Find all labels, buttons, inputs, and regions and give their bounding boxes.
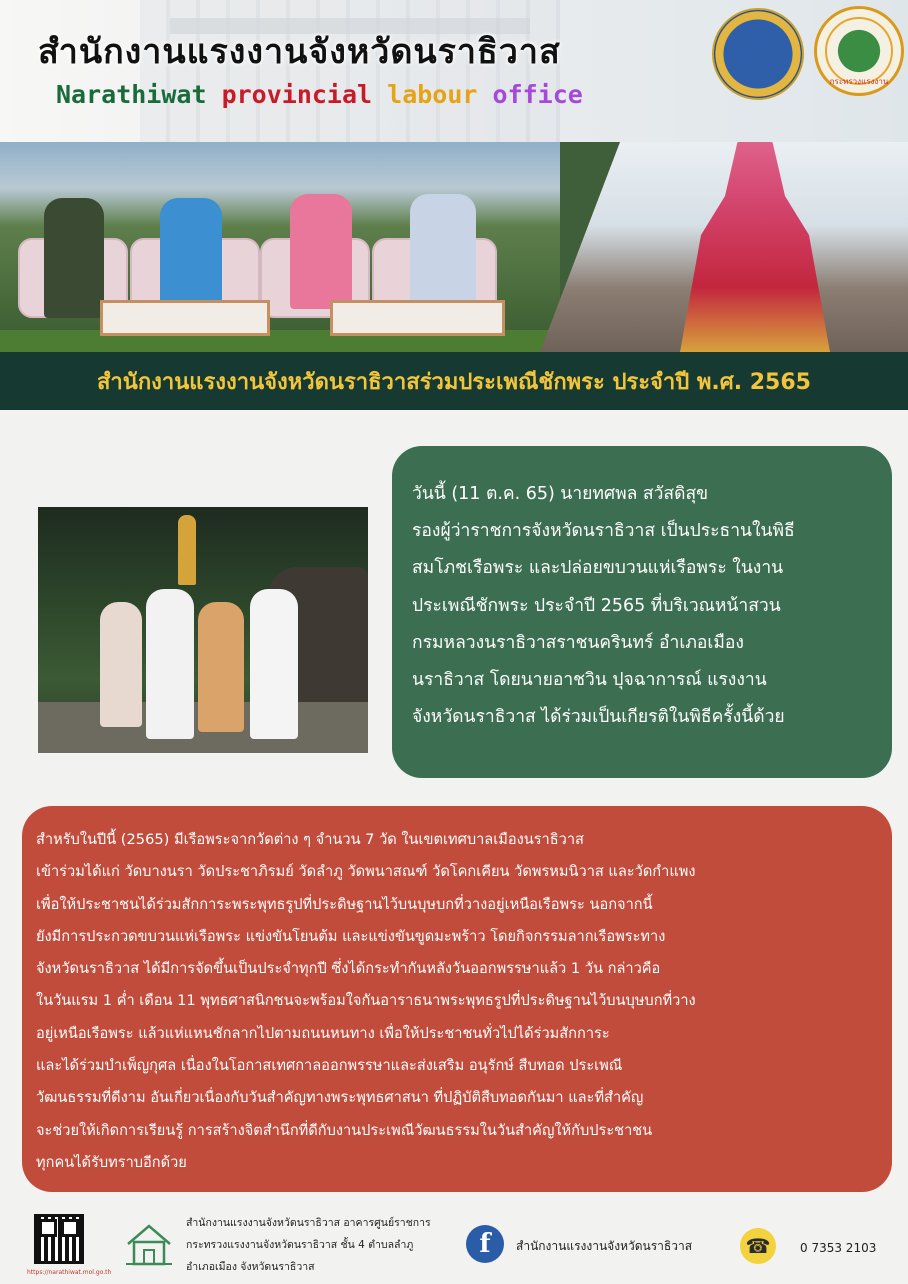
- attendee-figure: [250, 589, 298, 739]
- headline-banner: [0, 352, 908, 410]
- official-figure: [160, 198, 222, 308]
- header: [0, 0, 908, 142]
- intro-panel: [392, 446, 892, 778]
- golden-statue: [178, 515, 196, 585]
- office-title-english: [56, 80, 583, 109]
- office-house-icon: [124, 1222, 174, 1266]
- office-address: สำนักงานแรงงานจังหวัดนราธิวาส อาคารศูนย์ราชการ กระทรวงแรงงานจังหวัดนราธิวาส ชั้น 4 ตำบลลำภู อำเภอเมือง จังหวัดนราธิวาส: [186, 1217, 431, 1273]
- qr-code[interactable]: [34, 1214, 84, 1264]
- official-figure: [290, 194, 352, 309]
- title-word-provincial: provincial: [221, 80, 373, 109]
- group-photo: [38, 507, 368, 753]
- headline-text: สำนักงานแรงงานจังหวัดนราธิวาสร่วมประเพณีชักพระ ประจำปี พ.ศ. 2565: [97, 369, 811, 395]
- phone-number[interactable]: 0 7353 2103: [800, 1241, 877, 1255]
- attendee-figure: [100, 602, 142, 727]
- ceremony-table: [330, 300, 505, 336]
- province-seal-logo: [712, 8, 804, 100]
- detail-panel: [22, 806, 892, 1192]
- event-photo-strip: [0, 142, 908, 352]
- detail-paragraph: สำหรับในปีนี้ (2565) มีเรือพระจากวัดต่าง ๆ จำนวน 7 วัด ในเขตเทศบาลเมืองนราธิวาส เข้าร่วมได้แก่ วัดบางนรา วัดประชาภิรมย์ วัดลำภู วัดพนาสณฑ์ วัดโคกเคียน วัดพรหมนิวาส และวัดกำแพง เพื่อให้ประชาชนได้ร่วมสักการะพระพุทธรูปที่ประดิษฐานไว้บนบุษบกที่วางอยู่เหนือเรือพระ นอกจากนี้ ยังมีการประกวดขบวนแห่เรือพระ แข่งขันโยนต้ม และแข่งขันขูดมะพร้าว โดยกิจกรรมลากเรือพระทาง จังหวัดนราธิวาส ได้มีการจัดขึ้นเป็นประจำทุกปี ซึ่งได้กระทำกันหลังวันออกพรรษาแล้ว 1 วัน กล่าวคือ ในวันแรม 1 ค่ำ เดือน 11 พุทธศาสนิกชนจะพร้อมใจกันอาราธนาพระพุทธรูปที่ประดิษฐานไว้บนบุษบกที่วาง อยู่เหนือเรือพระ แล้วแห่แหนชักลากไปตามถนนหนทาง เพื่อให้ประชาชนทั่วไปได้ร่วมสักการะ และได้ร่วมบำเพ็ญกุศล เนื่องในโอกาสเทศกาลออกพรรษาและส่งเสริม อนุรักษ์ สืบทอด ประเพณี วัฒนธรรมที่ดีงาม อันเกี่ยวเนื่องกับวันสำคัญทางพระพุทธศาสนา ที่ปฏิบัติสืบทอดกันมา และที่สำคัญ จะช่วยให้เกิดการเรียนรู้ การสร้างจิตสำนึกที่ดีกับงานประเพณีวัฒนธรรมในวันสำคัญให้กับประชาชน ทุกคนได้รับทราบอีกด้วย: [36, 831, 696, 1171]
- ministry-of-labour-logo: [814, 6, 904, 96]
- facebook-page-link[interactable]: สำนักงานแรงงานจังหวัดนราธิวาส: [516, 1239, 693, 1253]
- title-word-office: office: [492, 80, 583, 109]
- logo-caption: กระทรวงแรงงาน: [829, 77, 889, 86]
- qr-url[interactable]: https://narathiwat.mol.go.th: [27, 1269, 112, 1276]
- official-figure: [44, 198, 104, 318]
- attendee-figure: [146, 589, 194, 739]
- facebook-icon[interactable]: f: [466, 1225, 504, 1263]
- footer: [0, 1192, 908, 1284]
- attendee-figure: [198, 602, 244, 732]
- intro-paragraph: วันนี้ (11 ต.ค. 65) นายทศพล สวัสดิสุข รองผู้ว่าราชการจังหวัดนราธิวาส เป็นประธานในพิธี สมโภชเรือพระ และปล่อยขบวนแห่เรือพระ ในงาน ประเพณีชักพระ ประจำปี 2565 ที่บริเวณหน้าสวน กรมหลวงนราธิวาสราชนครินทร์ อำเภอเมือง นราธิวาส โดยนายอาชวิน ปุจฉาการณ์ แรงงาน จังหวัดนราธิวาส ได้ร่วมเป็นเกียรติในพิธีครั้งนี้ด้วย: [412, 484, 795, 728]
- phone-icon: ☎: [740, 1228, 776, 1264]
- ceremony-table: [100, 300, 270, 336]
- title-word-narathiwat: Narathiwat: [56, 80, 207, 109]
- title-word-labour: labour: [387, 80, 478, 109]
- office-title-thai: สำนักงานแรงงานจังหวัดนราธิวาส: [38, 32, 561, 72]
- official-figure: [410, 194, 476, 309]
